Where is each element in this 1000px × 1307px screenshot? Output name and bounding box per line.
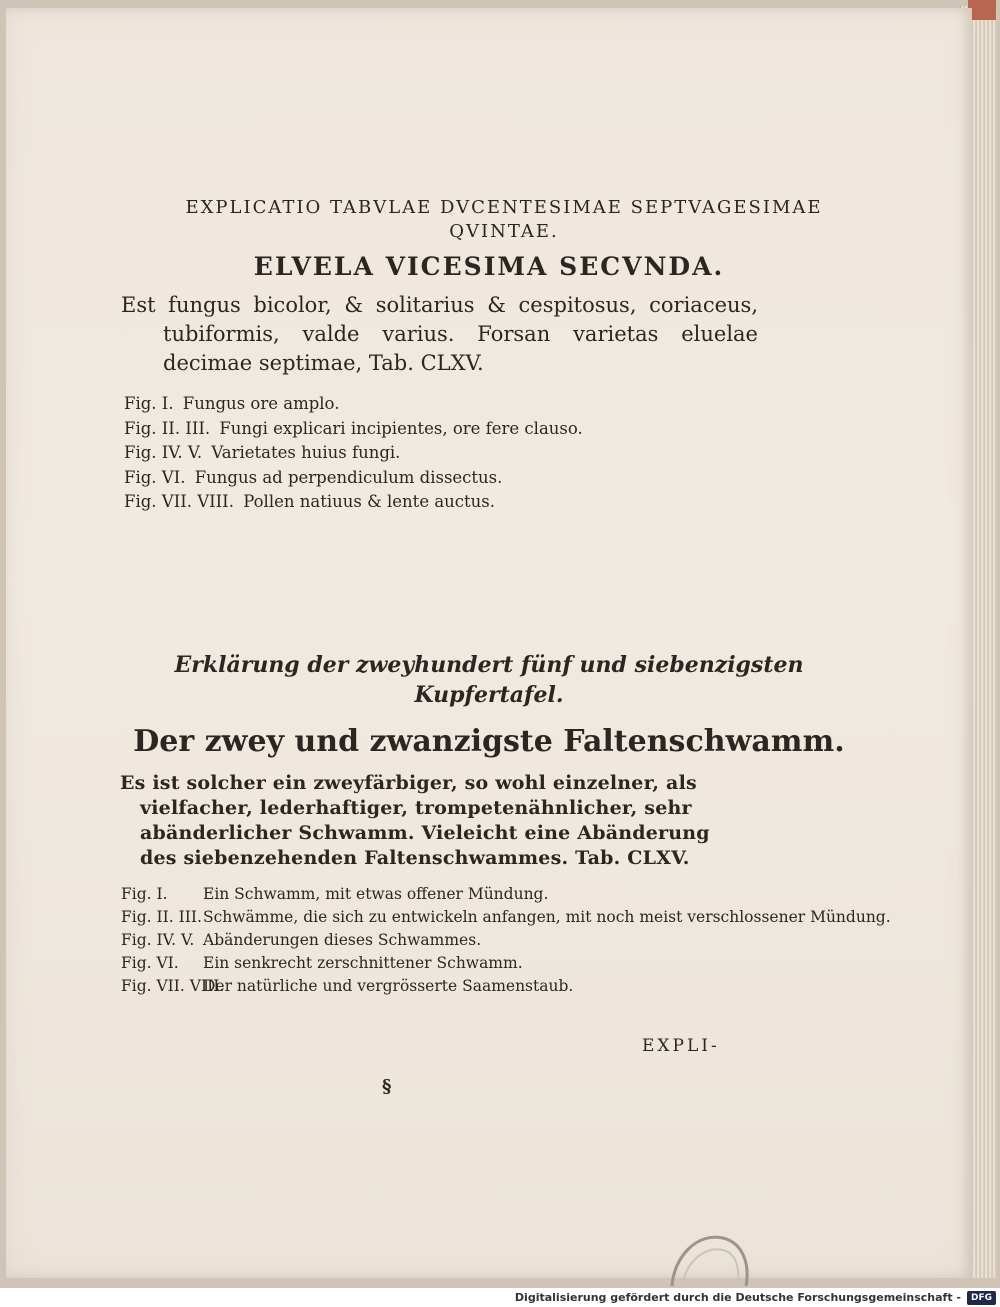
latin-heading-line1: EXPLICATIO TABVLAE DVCENTESIMAE SEPTVAGESIMAE [185, 197, 823, 218]
figure-label: Fig. IV. V. [124, 443, 203, 462]
latin-figure-item [124, 417, 1000, 442]
figure-text: Der natürliche und vergrösserte Saamenstaub. [203, 977, 574, 995]
figure-text: Ein Schwamm, mit etwas offener Mündung. [203, 885, 549, 903]
signature-mark: § [382, 1076, 392, 1097]
figure-label: Fig. II. III. [121, 908, 202, 926]
figure-label: Fig. I. [124, 394, 174, 413]
figure-text: Fungi explicari incipientes, ore fere clauso. [219, 418, 583, 438]
figure-text: Fungus ad perpendiculum dissectus. [194, 467, 503, 487]
latin-title: ELVELA VICESIMA SECVNDA. [253, 252, 725, 281]
figure-label: Fig. IV. V. [121, 931, 195, 949]
footer-text: Digitalisierung gefördert durch die Deutsche Forschungsgemeinschaft - [514, 1291, 961, 1304]
book-page [6, 8, 972, 1278]
german-figure-item [121, 975, 1000, 998]
latin-heading-line2: QVINTAE. [449, 221, 559, 242]
german-heading-line2: Kupfertafel. [414, 682, 564, 708]
figure-label: Fig. II. III. [124, 418, 211, 438]
figure-label: Fig. VII. VIII. [124, 492, 234, 511]
figure-text: Ein senkrecht zerschnittener Schwamm. [203, 954, 523, 972]
german-title: Der zwey und zwanzigste Faltenschwamm. [133, 724, 845, 759]
german-paragraph: Es ist solcher ein zweyfärbiger, so wohl einzelner, als vielfacher, lederhaftiger, trompetenähnlicher, sehr abänderlicher Schwamm. Vieleicht eine Abänderung des siebenzehenden Faltenschwammes. Tab. CLXV. [120, 772, 710, 869]
german-figure-item [121, 883, 1000, 906]
latin-figure-item [124, 466, 1000, 491]
latin-figure-list [124, 392, 1000, 515]
figure-text: Abänderungen dieses Schwammes. [203, 931, 482, 949]
german-heading-line1: Erklärung der zweyhundert fünf und siebenzigsten [174, 652, 804, 678]
figure-label: Fig. I. [121, 885, 168, 903]
german-section [6, 650, 972, 998]
figure-text: Varietates huius fungi. [211, 443, 401, 462]
figure-label: Fig. VII. VIII. [121, 977, 225, 995]
paper-clip-icon [668, 1226, 756, 1290]
latin-figure-item [124, 441, 1000, 466]
digitization-footer [0, 1288, 1000, 1307]
german-figure-list [121, 883, 1000, 998]
figure-label: Fig. VI. [124, 467, 186, 487]
figure-text: Schwämme, die sich zu entwickeln anfangen, mit noch meist verschlossener Mündung. [203, 908, 891, 926]
figure-label: Fig. VI. [121, 954, 179, 972]
dfg-logo-icon: DFG [967, 1291, 996, 1305]
latin-figure-item [124, 392, 1000, 417]
german-figure-item [121, 952, 1000, 975]
catchword: EXPLI- [642, 1036, 720, 1056]
latin-paragraph: Est fungus bicolor, & solitarius & cespitosus, coriaceus, tubiformis, valde varius. Forsan varietas eluelae decimae septimae, Tab. CLXV. [121, 293, 758, 375]
german-figure-item [121, 906, 1000, 929]
german-figure-item [121, 929, 1000, 952]
page-edge-marker [968, 0, 996, 20]
latin-figure-item [124, 490, 1000, 515]
latin-section [6, 196, 972, 515]
figure-text: Pollen natiuus & lente auctus. [243, 492, 495, 511]
figure-text: Fungus ore amplo. [182, 394, 340, 413]
